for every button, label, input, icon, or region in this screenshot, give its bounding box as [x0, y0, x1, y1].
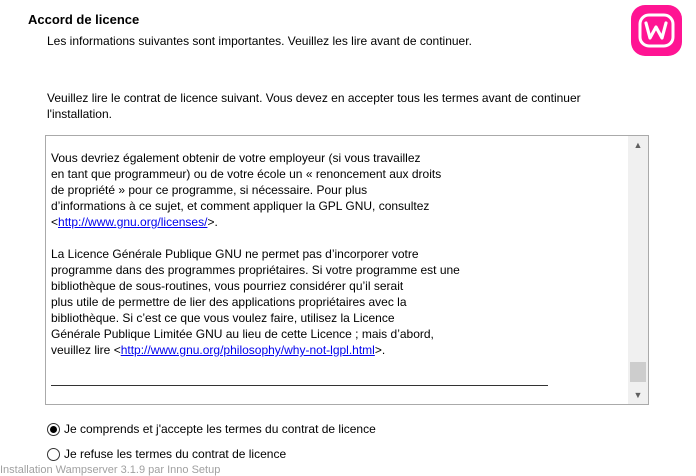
- installer-footer: Installation Wampserver 3.1.9 par Inno Setup: [0, 464, 221, 476]
- scroll-up-icon[interactable]: ▲: [633, 140, 643, 150]
- license-paragraph-1-end: >.: [207, 215, 218, 229]
- refuse-radio[interactable]: [47, 448, 60, 461]
- page-subtitle: Les informations suivantes sont importantes. Veuillez les lire avant de continuer.: [47, 34, 472, 48]
- header-separator: [0, 61, 696, 62]
- accept-radio[interactable]: [47, 423, 60, 436]
- refuse-label[interactable]: Je refuse les termes du contrat de licence: [64, 447, 287, 461]
- license-scrollbar[interactable]: [628, 136, 648, 404]
- gnu-licenses-link[interactable]: http://www.gnu.org/licenses/: [58, 215, 208, 229]
- instruction-text: Veuillez lire le contrat de licence suivant. Vous devez en accepter tous les termes avant de continuer l'installation.: [47, 91, 581, 121]
- license-paragraph-1: Vous devriez également obtenir de votre employeur (si vous travaillez en tant que programmeur) ou de votre école un « renoncement aux droits de propriété » pour ce programme, si nécessaire. Pour plus d’informations à ce sujet, et comment appliquer la GPL GNU, consultez <: [51, 151, 442, 229]
- wampserver-logo-icon: [631, 5, 682, 56]
- page-title: Accord de licence: [28, 12, 140, 27]
- license-paragraph-2-end: >.: [374, 343, 386, 357]
- scroll-thumb[interactable]: [630, 362, 646, 382]
- license-paragraph-2: La Licence Générale Publique GNU ne permet pas d’incorporer votre programme dans des programmes propriétaires. Si votre programme est une bibliothèque de sous-routines, vous pourriez considérer qu’il serait plus utile de permettre de lier des applications propriétaires avec la bibliothèque. Si c’est ce que vous voulez faire, utilisez la Licence Générale Publique Limitée GNU au lieu de cette Licence ; mais d’abord, veuillez lire <: [51, 247, 460, 357]
- license-text: [51, 150, 626, 358]
- accept-option[interactable]: [47, 422, 376, 436]
- license-end-rule: [51, 385, 548, 386]
- scroll-down-icon[interactable]: ▼: [633, 390, 643, 400]
- license-text-box[interactable]: [45, 135, 649, 405]
- why-not-lgpl-link[interactable]: http://www.gnu.org/philosophy/why-not-lgpl.html: [120, 343, 375, 357]
- refuse-option[interactable]: [47, 447, 286, 461]
- accept-label[interactable]: Je comprends et j'accepte les termes du contrat de licence: [64, 422, 376, 436]
